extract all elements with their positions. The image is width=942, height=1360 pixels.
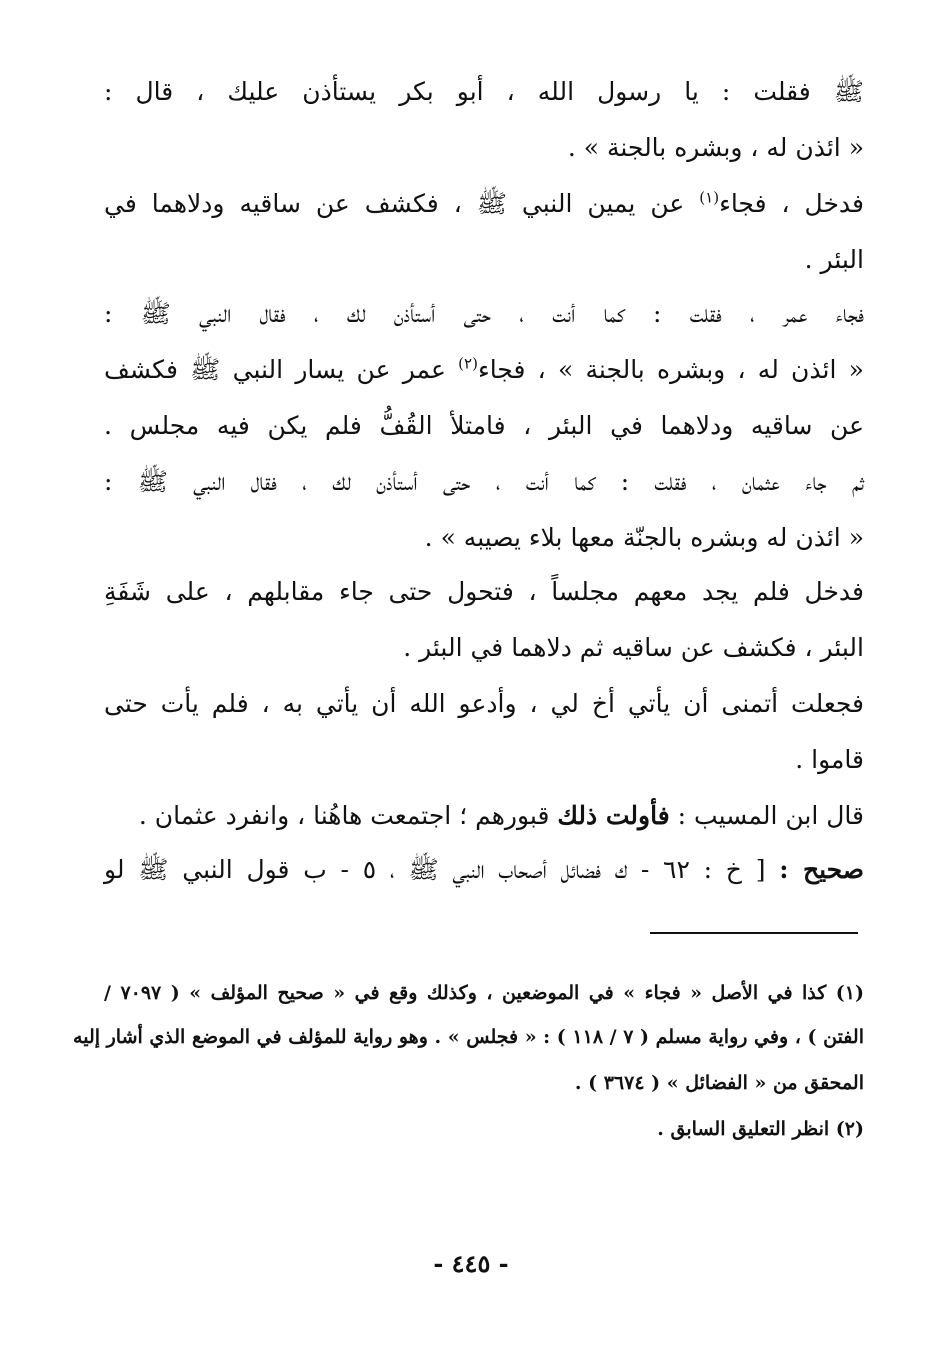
body-line-4: البئر . (804, 245, 864, 274)
footnote-ref-2: (٢) (458, 354, 478, 373)
body-line-14-bold: فأولت ذلك (557, 801, 670, 830)
body-line-1: ﷺ فقلت : يا رسول الله ، أبو بكر يستأذن عليك ، قال : (104, 77, 864, 106)
grading-reference: [ خ : ٦٢ - ك فضائل أصحاب النبي ﷺ ، ٥ - ب قول النبي ﷺ لو (104, 855, 766, 884)
body-line-3 (104, 184, 864, 224)
body-line-13: قاموا . (795, 745, 864, 774)
page-number: - ٤٤٥ - (433, 1249, 509, 1278)
body-line-6-part-b: عمر عن يسار النبي ﷺ فكشف (104, 355, 446, 384)
body-line-7: عن ساقيه ودلاهما في البئر ، فامتلأ القُفُّ فلم يكن فيه مجلس . (104, 411, 864, 440)
body-line-3-part-b: عن يمين النبي ﷺ ، فكشف عن ساقيه ودلاهما في (104, 189, 685, 218)
body-line-3-part-a: فدخل ، فجاء (719, 189, 864, 218)
body-line-11: البئر ، فكشف عن ساقيه ثم دلاهما في البئر . (403, 633, 864, 662)
body-line-8: ثم جاء عثمان ، فقلت : كما أنت ، حتى أستأذن لك ، فقال النبي ﷺ : (104, 467, 864, 496)
body-line-9: « ائذن له وبشره بالجنّة معها بلاء يصيبه » . (424, 523, 864, 552)
body-line-2: « ائذن له ، وبشره بالجنة » . (567, 133, 864, 162)
footnote-line-1: (١) كذا في الأصل « فجاء » في الموضعين ، وكذلك وقع في « صحيح المؤلف » ( ٧٠٩٧ / (104, 982, 865, 1004)
footnote-line-3: المحقق من « الفضائل » ( ٣٦٧٤ ) . (574, 1072, 864, 1094)
body-line-6-part-a: « ائذن له ، وبشره بالجنة » ، فجاء (477, 355, 864, 384)
grading-label: صحيح : (779, 855, 864, 884)
body-line-12: فجعلت أتمنى أن يأتي أخ لي ، وأدعو الله أن يأتي به ، فلم يأت حتى (104, 689, 864, 718)
footnote-line-2: الفتن ) ، وفي رواية مسلم ( ٧ / ١١٨ ) : « فجلس » . وهو رواية للمؤلف في الموضع الذي أشار إليه (73, 1026, 864, 1048)
footnote-separator (650, 932, 858, 934)
body-line-5: فجاء عمر ، فقلت : كما أنت ، حتى أستأذن لك ، فقال النبي ﷺ : (104, 299, 864, 328)
body-line-6 (104, 350, 864, 390)
grading-line (104, 850, 864, 890)
body-line-10: فدخل فلم يجد معهم مجلساً ، فتحول حتى جاء مقابلهم ، على شَفَةِ (104, 577, 864, 606)
body-line-14-part-a: قال ابن المسيب : (677, 801, 864, 830)
footnote-line-4: (٢) انظر التعليق السابق . (657, 1118, 864, 1140)
body-line-14-part-b: قبورهم ؛ اجتمعت هاهُنا ، وانفرد عثمان . (138, 801, 550, 830)
footnote-ref-1: (١) (699, 188, 720, 207)
body-line-14 (104, 796, 864, 836)
